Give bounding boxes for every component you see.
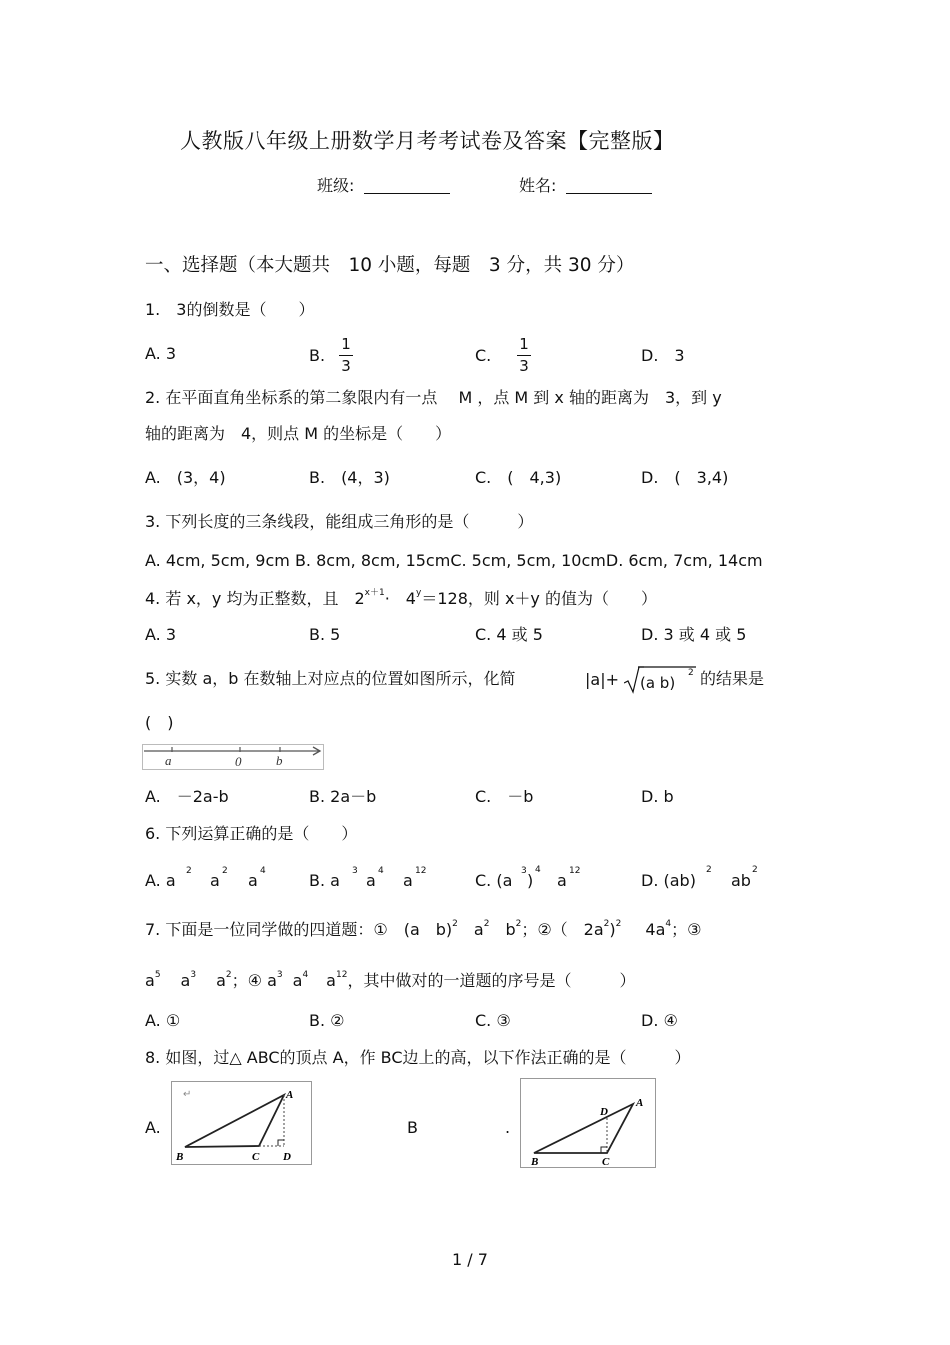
q6-a-sup1: 2 xyxy=(186,866,192,876)
name-field xyxy=(519,178,652,194)
q6-d-sup2: 2 xyxy=(752,865,758,875)
q5-root-exponent: 2 xyxy=(688,668,694,678)
fig-a-label-b: B xyxy=(176,1151,184,1163)
q7-exp: 5 xyxy=(154,970,161,980)
q6-option-d: D. (ab) xyxy=(641,871,696,890)
q7-term: a xyxy=(473,920,484,939)
class-label: 班级: xyxy=(317,176,355,195)
q7-term: ；②（ 2a xyxy=(521,920,604,939)
fraction-numerator: 1 xyxy=(339,337,353,356)
q6-a-sup2: 2 xyxy=(222,866,228,876)
q7-term: ；③ xyxy=(671,920,702,939)
q7-option-c: C. ③ xyxy=(475,1011,511,1030)
q8-stem: 8. 如图，过△ ABC的顶点 A，作 BC边上的高，以下作法正确的是（ ） xyxy=(145,1048,691,1067)
q6-c-sup3: 12 xyxy=(569,866,581,876)
q6-c-term3: a xyxy=(557,871,567,890)
fig-b-label-b: B xyxy=(531,1156,539,1168)
q6-stem: 6. 下列运算正确的是（ ） xyxy=(145,824,358,843)
q8-figure-b xyxy=(520,1078,657,1169)
q7-exp: 4 xyxy=(665,919,672,929)
fraction-numerator: 1 xyxy=(517,337,531,356)
q4-exponent-2: y xyxy=(416,588,422,598)
class-field xyxy=(317,178,450,194)
q4-option-c: C. 4 或 5 xyxy=(475,625,543,644)
q6-option-b: B. a xyxy=(309,871,340,890)
q7-option-a: A. ① xyxy=(145,1011,181,1030)
q6-option-c: C. (a xyxy=(475,871,513,890)
q5-root-content: (a b) xyxy=(640,674,676,692)
fig-b-label-d: D xyxy=(600,1106,608,1118)
fraction-denominator: 3 xyxy=(519,357,529,375)
q2-stem-line2: 轴的距离为 4，则点 M 的坐标是（ ） xyxy=(145,424,452,443)
q1-option-c-label: C. xyxy=(475,346,492,365)
q8-figure-a xyxy=(171,1081,313,1166)
q4-stem-pre: 4. 若 x，y 均为正整数，且 2 xyxy=(145,589,365,608)
q3-stem: 3. 下列长度的三条线段，能组成三角形的是（ ） xyxy=(145,512,534,531)
q6-a-sup3: 4 xyxy=(260,866,266,876)
number-line-figure xyxy=(142,744,324,772)
section-heading: 一、选择题（本大题共 10 小题，每题 3 分，共 30 分） xyxy=(145,255,635,276)
q7-term: a xyxy=(145,971,155,990)
q2-option-a: A. (3，4) xyxy=(145,468,226,487)
q1-option-a: A. 3 xyxy=(145,344,177,363)
q6-b-sup3: 12 xyxy=(415,866,427,876)
q5-answer-paren: ( ) xyxy=(145,713,174,732)
q7-term: ) xyxy=(609,920,616,939)
page-number: 1 / 7 xyxy=(452,1250,488,1269)
q7-term: ；④ a xyxy=(231,971,277,990)
q4-exponent-1: x＋1 xyxy=(364,588,385,598)
q6-b-sup2: 4 xyxy=(378,866,384,876)
q1-option-c-fraction xyxy=(517,337,531,374)
fig-a-label-a: A xyxy=(286,1089,294,1101)
name-blank xyxy=(566,179,652,194)
class-blank xyxy=(364,179,450,194)
axis-label-zero: 0 xyxy=(235,754,242,769)
q7-term: a xyxy=(216,971,226,990)
axis-label-b: b xyxy=(276,753,283,768)
q7-line1-pre: 7. 下面是一位同学做的四道题：① (a b) xyxy=(145,920,453,939)
q3-options: A. 4cm, 5cm, 9cm B. 8cm, 8cm, 15cmC. 5cm, 5cm, 10cmD. 6cm, 7cm, 14cm xyxy=(145,551,763,570)
q7-term: a xyxy=(292,971,303,990)
q4-stem-mid: · 4 xyxy=(384,589,416,608)
q7-exp: 2 xyxy=(225,970,232,980)
q7-exp: 2 xyxy=(452,919,458,929)
q7-term: ，其中做对的一道题的序号是（ ） xyxy=(347,971,636,990)
q1-option-d: D. 3 xyxy=(641,346,685,365)
q6-b-sup1: 3 xyxy=(352,866,358,876)
fig-a-label-c: C xyxy=(252,1151,260,1163)
q5-stem-tail: 的结果是 xyxy=(700,669,765,688)
q6-a-term2: a xyxy=(210,871,220,890)
q7-exp: 2 xyxy=(515,919,522,929)
q1-option-b-label: B. xyxy=(309,346,326,365)
q6-b-term3: a xyxy=(403,871,413,890)
q6-b-term2: a xyxy=(366,871,376,890)
fraction-denominator: 3 xyxy=(341,357,351,375)
q5-option-d: D. b xyxy=(641,787,674,806)
q1-option-b-fraction xyxy=(339,337,353,374)
q8-option-a: A. xyxy=(145,1118,161,1137)
fig-b-label-a: A xyxy=(636,1097,644,1109)
q6-d-term2: ab xyxy=(731,871,751,890)
svg-text:↵: ↵ xyxy=(183,1089,192,1100)
q4-stem xyxy=(145,589,657,607)
q2-option-c: C. ( 4,3) xyxy=(475,468,562,487)
q5-option-a: A. －2a-b xyxy=(145,787,229,806)
q6-a-term3: a xyxy=(248,871,258,890)
axis-label-a: a xyxy=(165,753,172,768)
q6-d-sup1: 2 xyxy=(706,865,712,875)
q8-option-b-dot: . xyxy=(505,1118,511,1137)
q6-c-sup1: 3 xyxy=(521,866,527,876)
q4-option-d: D. 3 或 4 或 5 xyxy=(641,625,747,644)
q5-option-b: B. 2a－b xyxy=(309,787,377,806)
q5-abs-term: |a|+ xyxy=(585,670,619,689)
q5-stem: 5. 实数 a，b 在数轴上对应点的位置如图所示，化简 xyxy=(145,669,516,688)
q7-option-b: B. ② xyxy=(309,1011,345,1030)
q7-term: a xyxy=(180,971,191,990)
fig-b-label-c: C xyxy=(602,1156,610,1168)
q6-c-term2: ) xyxy=(527,871,534,890)
q7-line2 xyxy=(145,971,635,989)
q7-exp: 12 xyxy=(335,970,348,980)
fig-a-label-d: D xyxy=(283,1151,291,1163)
q4-stem-post: ＝128，则 x＋y 的值为（ ） xyxy=(421,589,657,608)
q2-stem-line1: 2. 在平面直角坐标系的第二象限内有一点 M ，点 M 到 x 轴的距离为 3，到 y xyxy=(145,388,722,407)
q7-term: a xyxy=(326,971,336,990)
name-label: 姓名: xyxy=(519,176,557,195)
q4-option-a: A. 3 xyxy=(145,625,177,644)
q7-option-d: D. ④ xyxy=(641,1011,678,1030)
q7-exp: 2 xyxy=(483,919,490,929)
q8-option-b: B xyxy=(407,1118,418,1137)
q7-exp: 2 xyxy=(603,919,610,929)
q7-exp: 3 xyxy=(276,970,283,980)
page-title: 人教版八年级上册数学月考考试卷及答案【完整版】 xyxy=(180,129,675,153)
q4-option-b: B. 5 xyxy=(309,625,341,644)
q6-option-a: A. a xyxy=(145,871,176,890)
q7-exp: 2 xyxy=(615,919,622,929)
q7-term: b xyxy=(505,920,516,939)
q7-exp: 4 xyxy=(302,970,309,980)
q7-exp: 3 xyxy=(190,970,197,980)
q7-line1 xyxy=(145,920,701,938)
q6-c-sup2: 4 xyxy=(535,865,541,875)
q1-stem: 1. 3的倒数是（ ） xyxy=(145,300,315,319)
q5-option-c: C. －b xyxy=(475,787,534,806)
q7-term: 4a xyxy=(645,920,666,939)
q2-option-b: B. (4，3) xyxy=(309,468,390,487)
q2-option-d: D. ( 3,4) xyxy=(641,468,729,487)
